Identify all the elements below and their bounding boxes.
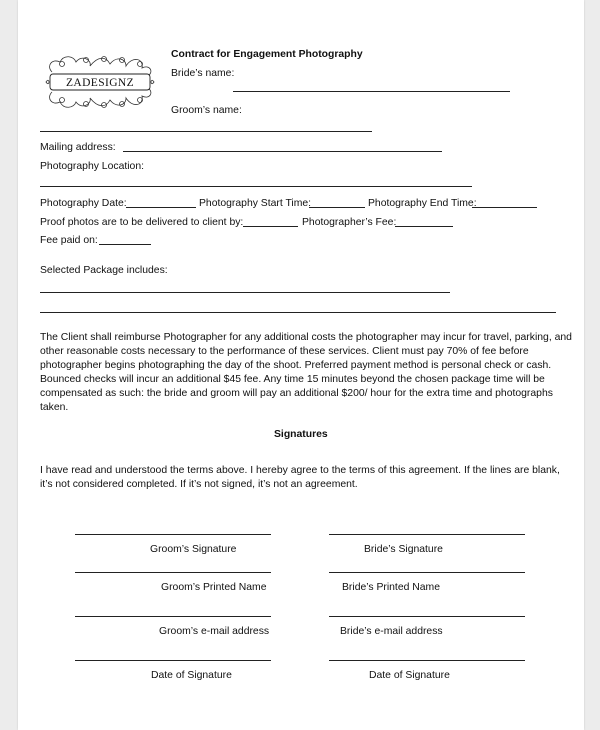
bride-date-label: Date of Signature — [369, 670, 450, 681]
grooms-name-label: Groom’s name: — [171, 105, 242, 116]
brides-printed-name-label: Bride’s Printed Name — [342, 582, 440, 593]
terms-line: taken. — [40, 402, 69, 414]
brides-name-label: Bride’s name: — [171, 68, 235, 79]
agreement-line: it’s not considered completed. If it’s not signed, it’s not an agreement. — [40, 479, 358, 491]
package-line-1[interactable] — [40, 292, 450, 293]
terms-paragraph — [40, 331, 572, 416]
proof-photos-line[interactable] — [243, 226, 298, 227]
photography-location-label: Photography Location: — [40, 161, 144, 172]
proof-photos-label: Proof photos are to be delivered to client by: — [40, 217, 244, 228]
brides-email-line[interactable] — [329, 616, 525, 617]
zadesignz-logo — [42, 50, 158, 114]
photography-location-line[interactable] — [40, 186, 472, 187]
terms-line: photographer begins photographing the day of the shoot. Preferred payment method is personal check or cash. — [40, 360, 552, 372]
agreement-line: I have read and understood the terms above. I hereby agree to the terms of this agreement. If the lines are blank, — [40, 465, 560, 476]
fee-paid-line[interactable] — [99, 244, 151, 245]
photography-date-line[interactable] — [126, 207, 196, 208]
terms-line: The Client shall reimburse Photographer for any additional costs the photographer may incur for travel, parking, and — [40, 332, 572, 343]
mailing-address-line[interactable] — [123, 151, 442, 152]
brides-printed-name-line[interactable] — [329, 572, 525, 573]
end-time-line[interactable] — [472, 207, 537, 208]
brides-signature-line[interactable] — [329, 534, 525, 535]
brides-email-label: Bride’s e-mail address — [340, 626, 443, 637]
grooms-email-line[interactable] — [75, 616, 271, 617]
groom-date-line[interactable] — [75, 660, 271, 661]
start-time-label: Photography Start Time: — [199, 198, 312, 209]
start-time-line[interactable] — [309, 207, 365, 208]
fee-paid-label: Fee paid on: — [40, 235, 98, 246]
brides-signature-label: Bride’s Signature — [364, 544, 443, 555]
grooms-printed-name-line[interactable] — [75, 572, 271, 573]
groom-date-label: Date of Signature — [151, 670, 232, 681]
grooms-printed-name-label: Groom’s Printed Name — [161, 582, 267, 593]
signatures-heading: Signatures — [274, 429, 328, 440]
document-title: Contract for Engagement Photography — [171, 49, 363, 60]
agreement-paragraph — [40, 464, 560, 492]
grooms-name-line[interactable] — [40, 131, 372, 132]
mailing-address-label: Mailing address: — [40, 142, 116, 153]
selected-package-label: Selected Package includes: — [40, 265, 168, 276]
package-line-2[interactable] — [40, 312, 556, 313]
photography-date-label: Photography Date: — [40, 198, 127, 209]
grooms-signature-line[interactable] — [75, 534, 271, 535]
document-page — [18, 0, 584, 730]
brides-name-line[interactable] — [233, 91, 510, 92]
terms-line: compensated as such: the bride and groom will pay an additional $200/ hour for the extra time and photographs — [40, 388, 553, 400]
terms-line: other reasonable costs necessary to the performance of these services. Client must pay 70% of fee before — [40, 346, 529, 358]
end-time-label: Photography End Time: — [368, 198, 477, 209]
photographers-fee-label: Photographer’s Fee: — [302, 217, 397, 228]
terms-line: Bounced checks will incur an additional $45 fee. Any time 15 minutes beyond the chosen package time will be — [40, 374, 545, 386]
logo-text: ZADESIGNZ — [65, 77, 135, 89]
bride-date-line[interactable] — [329, 660, 525, 661]
grooms-email-label: Groom’s e-mail address — [159, 626, 270, 637]
photographers-fee-line[interactable] — [395, 226, 453, 227]
grooms-signature-label: Groom’s Signature — [150, 544, 237, 555]
